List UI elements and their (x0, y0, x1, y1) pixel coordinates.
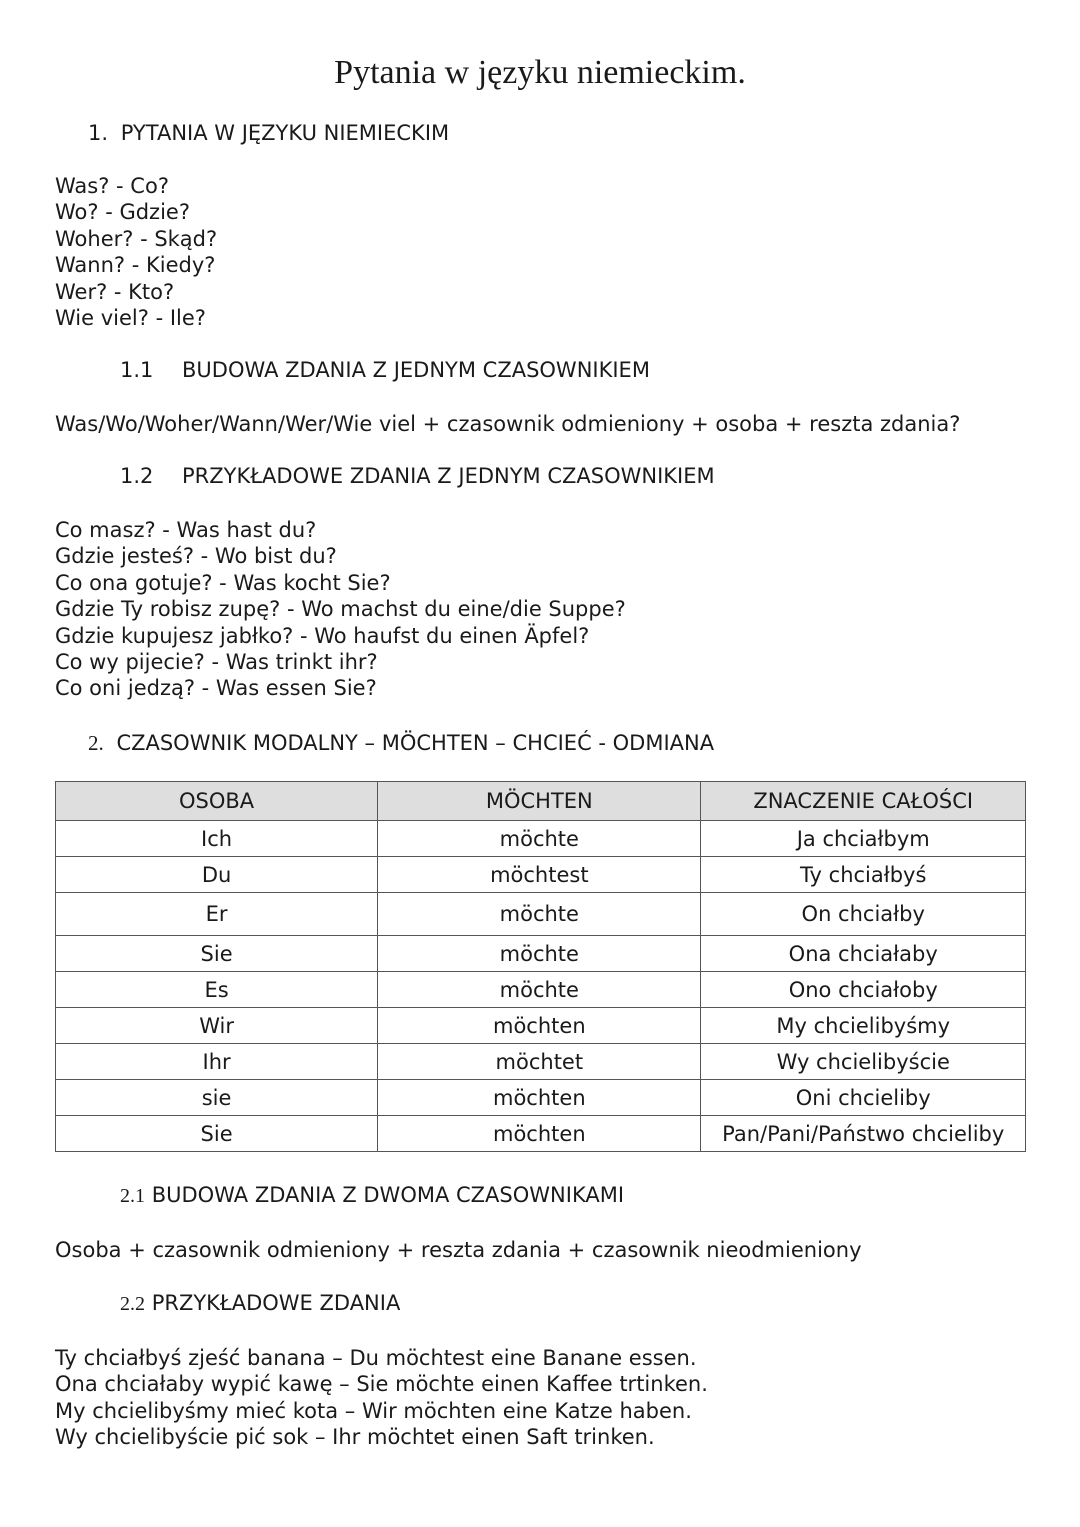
section-title: PYTANIA W JĘZYKU NIEMIECKIM (120, 121, 450, 145)
list-item: My chcielibyśmy mieć kota – Wir möchten eine Katze haben. (55, 1398, 692, 1423)
cell-person: Es (56, 972, 378, 1008)
list-item: Co oni jedzą? - Was essen Sie? (55, 676, 377, 701)
section-number: 2.2 (120, 1293, 145, 1315)
list-item: Wann? - Kiedy? (55, 253, 216, 278)
cell-verb: möchte (378, 821, 701, 857)
list-item: Gdzie jesteś? - Wo bist du? (55, 544, 337, 569)
list-item: Co masz? - Was hast du? (55, 518, 317, 542)
cell-person: Sie (56, 936, 378, 972)
table-row (56, 972, 1026, 1008)
cell-verb: möchte (378, 936, 701, 972)
cell-person: Sie (56, 1116, 378, 1152)
table-row (56, 893, 1026, 936)
cell-meaning: My chcielibyśmy (701, 1008, 1026, 1044)
section-2-2-heading (120, 1291, 400, 1316)
cell-meaning: On chciałby (701, 893, 1026, 936)
cell-verb: möchten (378, 1116, 701, 1152)
list-item: Was? - Co? (55, 174, 169, 198)
column-header-verb: MÖCHTEN (378, 782, 701, 821)
cell-meaning: Ty chciałbyś (701, 857, 1026, 893)
formula-two-verbs: Osoba + czasownik odmieniony + reszta zdania + czasownik nieodmieniony (55, 1238, 862, 1262)
cell-verb: möchten (378, 1008, 701, 1044)
list-item: Ona chciałaby wypić kawę – Sie möchte einen Kaffee trtinken. (55, 1372, 708, 1397)
section-2-heading (88, 731, 714, 756)
list-item: Wer? - Kto? (55, 279, 175, 304)
list-item: Co ona gotuje? - Was kocht Sie? (55, 570, 391, 595)
section-number: 1.1 (120, 358, 154, 382)
section-number: 2. (88, 731, 104, 755)
cell-verb: möchtet (378, 1044, 701, 1080)
cell-verb: möchte (378, 972, 701, 1008)
cell-meaning: Ona chciałaby (701, 936, 1026, 972)
table-row (56, 821, 1026, 857)
cell-person: Wir (56, 1008, 378, 1044)
cell-meaning: Pan/Pani/Państwo chcieliby (701, 1116, 1026, 1152)
table-row (56, 857, 1026, 893)
section-title: BUDOWA ZDANIA Z DWOMA CZASOWNIKAMI (151, 1183, 625, 1207)
list-item: Wo? - Gdzie? (55, 200, 190, 225)
conjugation-table (55, 781, 1026, 1152)
cell-meaning: Oni chcieliby (701, 1080, 1026, 1116)
section-number: 1.2 (120, 464, 154, 488)
cell-verb: möchtest (378, 857, 701, 893)
section-2-1-heading (120, 1183, 624, 1208)
section-title: PRZYKŁADOWE ZDANIA Z JEDNYM CZASOWNIKIEM (182, 464, 715, 488)
examples-one-verb-list (55, 517, 626, 702)
list-item: Gdzie kupujesz jabłko? - Wo haufst du einen Äpfel? (55, 623, 590, 648)
column-header-person: OSOBA (56, 782, 378, 821)
table-row (56, 1116, 1026, 1152)
list-item: Co wy pijecie? - Was trinkt ihr? (55, 650, 378, 675)
cell-person: sie (56, 1080, 378, 1116)
section-number: 2.1 (120, 1185, 145, 1207)
cell-meaning: Wy chcielibyście (701, 1044, 1026, 1080)
section-number: 1. (88, 121, 109, 145)
list-item: Wie viel? - Ile? (55, 306, 206, 331)
cell-person: Er (56, 893, 378, 936)
section-title: CZASOWNIK MODALNY – MÖCHTEN – CHCIEĆ - ODMIANA (116, 731, 715, 755)
page-title: Pytania w języku niemieckim. (334, 54, 746, 91)
section-1-2-heading (120, 464, 715, 488)
column-header-meaning: ZNACZENIE CAŁOŚCI (701, 782, 1026, 821)
section-1-1-heading (120, 358, 650, 382)
list-item: Wy chcielibyście pić sok – Ihr möchtet einen Saft trinken. (55, 1425, 655, 1450)
examples-two-verbs-list (55, 1345, 708, 1451)
cell-person: Du (56, 857, 378, 893)
table-row (56, 1044, 1026, 1080)
cell-verb: möchten (378, 1080, 701, 1116)
cell-person: Ihr (56, 1044, 378, 1080)
list-item: Gdzie Ty robisz zupę? - Wo machst du eine/die Suppe? (55, 597, 626, 622)
formula-one-verb: Was/Wo/Woher/Wann/Wer/Wie viel + czasownik odmieniony + osoba + reszta zdania? (55, 412, 961, 436)
section-1-heading (88, 121, 449, 145)
question-words-list (55, 173, 217, 331)
cell-verb: möchte (378, 893, 701, 936)
table-row (56, 936, 1026, 972)
section-title: PRZYKŁADOWE ZDANIA (151, 1291, 401, 1315)
list-item: Ty chciałbyś zjeść banana – Du möchtest eine Banane essen. (55, 1346, 697, 1370)
cell-person: Ich (56, 821, 378, 857)
table-row (56, 1080, 1026, 1116)
table-row (56, 1008, 1026, 1044)
cell-meaning: Ono chciałoby (701, 972, 1026, 1008)
cell-meaning: Ja chciałbym (701, 821, 1026, 857)
section-title: BUDOWA ZDANIA Z JEDNYM CZASOWNIKIEM (182, 358, 650, 382)
list-item: Woher? - Skąd? (55, 226, 218, 251)
table-header-row (56, 782, 1026, 821)
